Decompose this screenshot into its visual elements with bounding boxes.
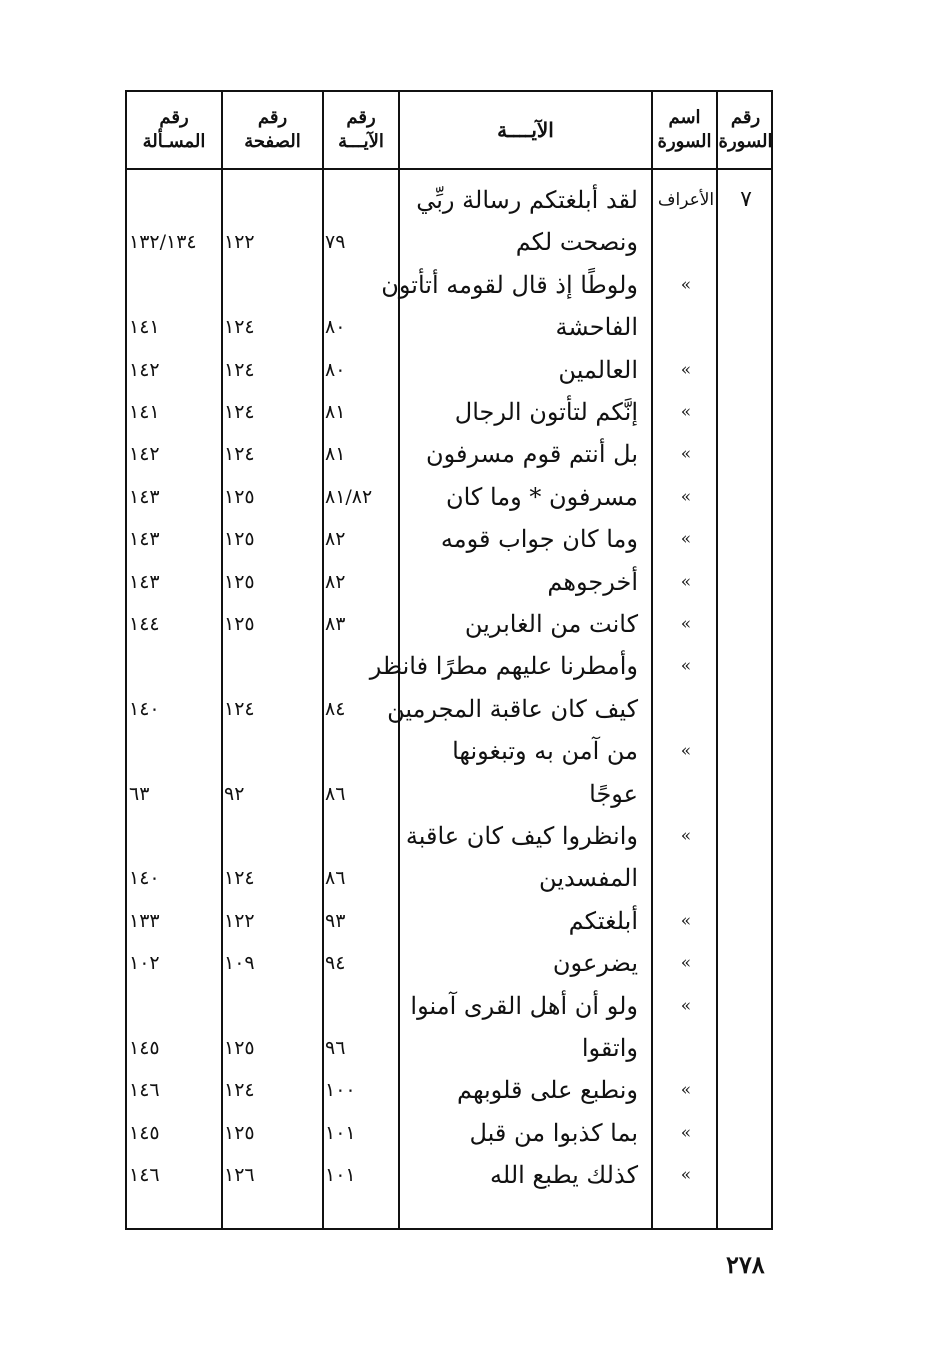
surah-number-cell xyxy=(720,1070,772,1110)
surah-number-cell xyxy=(720,646,772,686)
header-issue-number xyxy=(127,92,221,168)
index-table xyxy=(125,90,773,1230)
ayah-text-cell: إنَّكم لتأتون الرجال xyxy=(454,398,638,426)
surah-name-cell: » xyxy=(680,402,692,422)
surah-name-cell: » xyxy=(680,529,692,550)
surah-name-cell: » xyxy=(680,826,692,846)
issue-number-cell xyxy=(129,986,221,1026)
surah-name-cell xyxy=(654,774,718,814)
page-number-cell: ١٢٥ xyxy=(224,613,255,635)
ayah-number-cell: ٧٩ xyxy=(325,231,346,254)
ayah-number-cell: ٨١ xyxy=(325,401,346,423)
surah-name-cell: الأعراف xyxy=(657,190,715,210)
header-surah-number-line2: السورة xyxy=(718,131,773,152)
header-ayah-number xyxy=(324,92,398,168)
issue-number-cell: ١٤٤ xyxy=(129,613,160,635)
ayah-number-cell: ٩٤ xyxy=(325,952,346,975)
surah-name-cell: » xyxy=(680,953,692,974)
surah-name-cell: » xyxy=(680,1165,692,1186)
ayah-text-cell: كذلك يطبع الله xyxy=(490,1161,638,1190)
surah-name-cell: » xyxy=(680,614,692,634)
page-number-cell: ١٠٩ xyxy=(224,952,255,975)
ayah-number-cell xyxy=(325,731,395,771)
page-number-cell: ١٢٤ xyxy=(224,867,255,890)
surah-number-cell xyxy=(720,858,772,898)
surah-name-cell xyxy=(654,689,718,729)
issue-number-cell: ١٤٥ xyxy=(129,1037,160,1059)
page-number: ٢٧٨ xyxy=(726,1250,765,1279)
header-surah-name xyxy=(653,92,716,168)
surah-number-cell xyxy=(720,519,772,559)
header-ayah-text-label: الآيــــة xyxy=(497,117,554,142)
surah-number-cell xyxy=(720,689,772,729)
header-issue-number-line1: رقم xyxy=(159,106,189,128)
issue-number-cell: ١٣٢/١٣٤ xyxy=(129,231,197,254)
surah-number-cell xyxy=(720,604,772,644)
column-divider xyxy=(221,92,223,1228)
surah-name-cell: » xyxy=(680,656,692,677)
issue-number-cell xyxy=(129,731,221,771)
header-surah-number xyxy=(718,92,773,168)
issue-number-cell: ١٤٥ xyxy=(129,1121,160,1144)
surah-number-cell xyxy=(720,222,772,262)
issue-number-cell: ٦٣ xyxy=(129,782,150,805)
page-number-cell: ١٢٤ xyxy=(224,1079,255,1102)
ayah-number-cell: ٨٠ xyxy=(325,316,346,339)
issue-number-cell: ١٤٠ xyxy=(129,867,160,890)
ayah-number-cell: ٨٦ xyxy=(325,782,346,805)
surah-number-cell xyxy=(720,986,772,1026)
surah-number-cell xyxy=(720,774,772,814)
page-number-cell xyxy=(224,986,304,1026)
surah-number-cell xyxy=(720,562,772,602)
issue-number-cell: ١٤٢ xyxy=(129,443,160,466)
surah-name-cell: » xyxy=(680,359,692,380)
column-divider xyxy=(322,92,324,1228)
header-ayah-number-line1: رقم xyxy=(346,106,376,128)
page-number-cell xyxy=(224,731,304,771)
ayah-text-cell: أبلغتكم xyxy=(568,906,638,935)
page-number-cell: ١٢٥ xyxy=(224,1037,255,1059)
issue-number-cell: ١٤٦ xyxy=(129,1079,160,1102)
surah-number-cell xyxy=(720,1028,772,1068)
issue-number-cell xyxy=(129,816,221,856)
page-number-cell: ٩٢ xyxy=(224,782,245,805)
header-page-number-line2: الصفحة xyxy=(244,131,301,152)
surah-name-cell: » xyxy=(680,1080,692,1101)
surah-number-cell xyxy=(720,816,772,856)
ayah-number-cell xyxy=(325,180,395,220)
surah-number-cell xyxy=(720,1113,772,1153)
ayah-number-cell: ٩٣ xyxy=(325,909,346,932)
ayah-text-cell: عوجًا xyxy=(589,779,638,808)
issue-number-cell: ١٤٣ xyxy=(129,570,160,593)
surah-name-cell xyxy=(654,858,718,898)
surah-name-cell: » xyxy=(680,741,692,762)
ayah-number-cell: ١٠٠ xyxy=(325,1079,356,1102)
issue-number-cell: ١٤١ xyxy=(129,316,160,339)
ayah-number-cell: ١٠١ xyxy=(325,1164,356,1187)
surah-number-cell xyxy=(720,434,772,474)
column-divider xyxy=(651,92,653,1228)
issue-number-cell xyxy=(129,646,221,686)
issue-number-cell: ١٤٠ xyxy=(129,697,160,720)
issue-number-cell xyxy=(129,265,221,305)
issue-number-cell: ١٠٢ xyxy=(129,952,160,975)
page-number-cell xyxy=(224,180,304,220)
surah-name-cell: » xyxy=(680,444,692,465)
ayah-number-cell: ٨٣ xyxy=(325,613,346,635)
page-number-cell: ١٢٥ xyxy=(224,570,255,593)
page-number-cell: ١٢٢ xyxy=(224,909,255,932)
ayah-text-cell: يضرعون xyxy=(552,949,638,978)
ayah-text-cell: بما كذبوا من قبل xyxy=(469,1118,638,1147)
surah-name-cell: » xyxy=(680,995,692,1016)
page-number-cell: ١٢٤ xyxy=(224,401,255,423)
issue-number-cell: ١٤١ xyxy=(129,401,160,423)
ayah-number-cell: ١٠١ xyxy=(325,1121,356,1144)
page-number-cell xyxy=(224,646,304,686)
surah-number-cell: ٧ xyxy=(740,187,752,212)
ayah-text-cell: من آمن به وتبغونها xyxy=(452,737,638,766)
ayah-number-cell: ٨٢ xyxy=(325,528,346,551)
surah-name-cell xyxy=(654,1028,718,1068)
surah-name-cell xyxy=(654,307,718,347)
issue-number-cell: ١٤٣ xyxy=(129,528,160,551)
issue-number-cell xyxy=(129,180,221,220)
header-issue-number-line2: المسـألة xyxy=(142,131,206,152)
ayah-text-cell: ونطبع على قلوبهم xyxy=(456,1076,638,1105)
header-surah-number-line1: رقم xyxy=(730,106,761,128)
surah-number-cell xyxy=(720,943,772,983)
ayah-text-cell: أخرجوهم xyxy=(547,567,638,596)
ayah-text-cell: ونصحت لكم xyxy=(515,228,638,257)
ayah-text-cell: ولو أن أهل القرى آمنوا xyxy=(410,991,638,1020)
surah-number-cell xyxy=(720,307,772,347)
surah-number-cell xyxy=(720,392,772,432)
header-surah-name-line1: اسم xyxy=(668,106,701,128)
page-number-cell: ١٢٤ xyxy=(224,443,255,466)
ayah-number-cell: ٩٦ xyxy=(325,1037,346,1059)
page-number-cell xyxy=(224,265,304,305)
ayah-text-cell: وانظروا كيف كان عاقبة xyxy=(405,822,638,850)
ayah-text-cell: الفاحشة xyxy=(555,313,638,342)
ayah-text-cell: المفسدين xyxy=(539,864,638,893)
surah-number-cell xyxy=(720,265,772,305)
surah-name-cell: » xyxy=(680,274,692,295)
ayah-text-cell: وأمطرنا عليهم مطرًا فانظر xyxy=(369,652,638,681)
surah-number-cell xyxy=(720,350,772,390)
page-number-cell: ١٢٤ xyxy=(224,358,255,381)
page-number-cell: ١٢٤ xyxy=(224,697,255,720)
issue-number-cell: ١٤٣ xyxy=(129,485,160,508)
page-number-cell xyxy=(224,816,304,856)
ayah-text-cell: ولوطًا إذ قال لقومه أتأتون xyxy=(381,270,638,299)
surah-name-cell: » xyxy=(680,910,692,931)
ayah-number-cell xyxy=(325,646,395,686)
page-number-cell: ١٢٦ xyxy=(224,1164,255,1187)
surah-name-cell xyxy=(654,222,718,262)
surah-number-cell xyxy=(720,901,772,941)
ayah-text-cell: بل أنتم قوم مسرفون xyxy=(425,440,638,469)
page-number-cell: ١٢٤ xyxy=(224,316,255,339)
issue-number-cell: ١٤٢ xyxy=(129,358,160,381)
ayah-number-cell xyxy=(325,265,395,305)
ayah-text-cell: كيف كان عاقبة المجرمين xyxy=(387,694,638,723)
ayah-text-cell: العالمين xyxy=(558,355,638,384)
ayah-number-cell: ٨٦ xyxy=(325,867,346,890)
ayah-number-cell xyxy=(325,816,395,856)
ayah-number-cell: ٨٢ xyxy=(325,570,346,593)
header-ayah-text xyxy=(400,92,651,168)
ayah-number-cell: ٨٠ xyxy=(325,358,346,381)
ayah-text-cell: لقد أبلغتكم رسالة ربِّي xyxy=(416,186,638,214)
surah-number-cell xyxy=(720,477,772,517)
surah-name-cell: » xyxy=(680,486,692,507)
surah-number-cell xyxy=(720,1155,772,1195)
ayah-number-cell: ٨١ xyxy=(325,443,346,466)
ayah-text-cell: وما كان جواب قومه xyxy=(440,525,638,554)
surah-name-cell: » xyxy=(680,1122,692,1143)
issue-number-cell: ١٤٦ xyxy=(129,1164,160,1187)
surah-number-cell xyxy=(720,731,772,771)
header-ayah-number-line2: الآيـــة xyxy=(338,131,384,152)
header-page-number xyxy=(223,92,322,168)
header-page-number-line1: رقم xyxy=(257,106,288,128)
page-number-cell: ١٢٥ xyxy=(224,1121,255,1144)
ayah-text-cell: واتقوا xyxy=(581,1034,638,1062)
ayah-number-cell xyxy=(325,986,395,1026)
page-number-cell: ١٢٥ xyxy=(224,528,255,551)
header-surah-name-line2: السورة xyxy=(657,131,712,152)
ayah-text-cell: مسرفون * وما كان xyxy=(445,482,638,511)
header-divider xyxy=(127,168,771,170)
page-number-cell: ١٢٥ xyxy=(224,485,255,508)
surah-name-cell: » xyxy=(680,571,692,592)
page-number-cell: ١٢٢ xyxy=(224,231,255,254)
ayah-number-cell: ٨٤ xyxy=(325,697,346,720)
ayah-text-cell: كانت من الغابرين xyxy=(464,610,638,638)
ayah-number-cell: ٨١/٨٢ xyxy=(325,485,373,508)
issue-number-cell: ١٣٣ xyxy=(129,909,160,932)
